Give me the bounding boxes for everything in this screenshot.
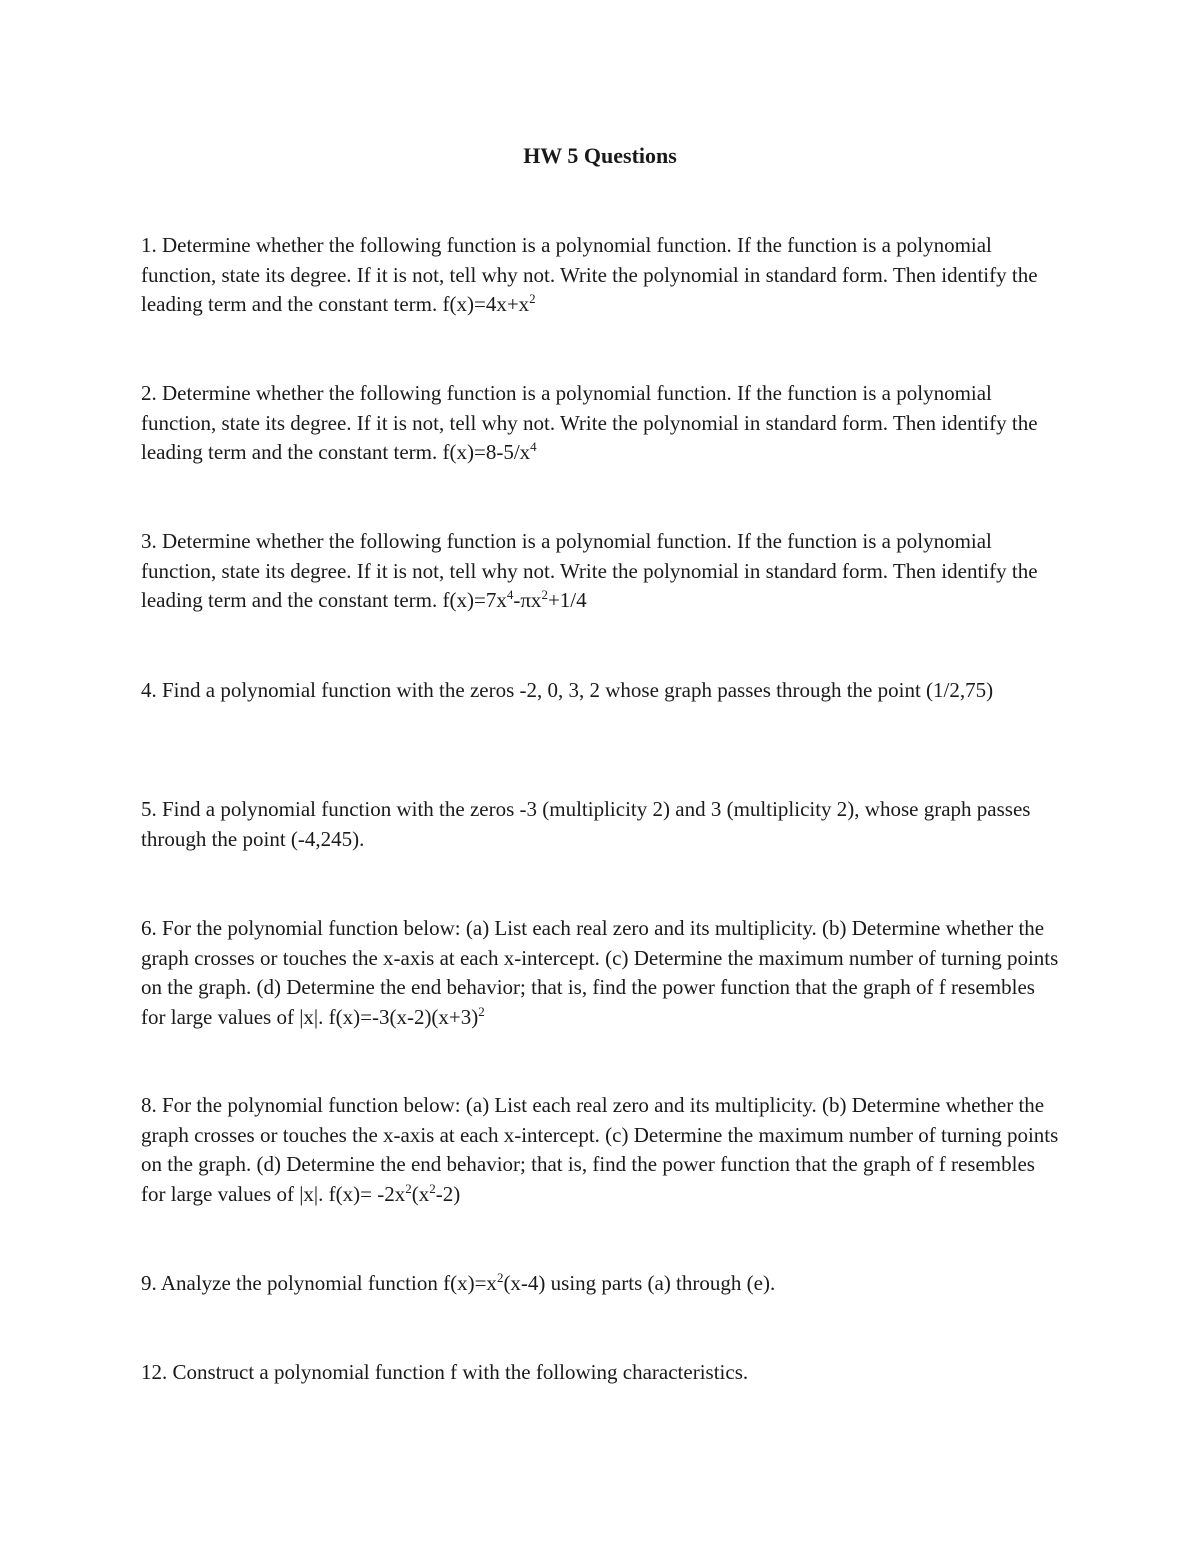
- document-title: HW 5 Questions: [523, 143, 677, 168]
- formula-part: f(x)=8-5/x: [442, 440, 531, 465]
- question-text: 1. Determine whether the following function is a polynomial function. If the function is a polynomial function, state its degree. If it is not, tell why not. Write the polynomial in standard form. Then identify the leading term and the constant term.: [141, 233, 1038, 317]
- question-4: [141, 676, 1061, 706]
- formula-exponent: 4: [506, 587, 514, 603]
- question-text: 9. Analyze the polynomial function: [141, 1271, 444, 1295]
- question-3: [141, 527, 1061, 616]
- formula-exponent: 2: [496, 1270, 504, 1285]
- formula-part: (x: [411, 1182, 430, 1207]
- question-5: [141, 795, 1061, 854]
- question-text: 5. Find a polynomial function with the zeros -3 (multiplicity 2) and 3 (multiplicity 2), whose graph passes through the point (-4,245).: [141, 797, 1031, 851]
- formula-exponent: 2: [478, 1004, 485, 1020]
- question-text-tail: using parts (a) through (e).: [545, 1271, 776, 1295]
- formula-exponent: 2: [405, 1181, 412, 1197]
- question-12: [141, 1358, 1061, 1388]
- formula-exponent: 2: [529, 291, 536, 307]
- formula-part: (x-4): [503, 1271, 546, 1295]
- question-6: [141, 914, 1061, 1033]
- formula-part: +1/4: [547, 588, 587, 613]
- formula-part: f(x)=-3(x-2)(x+3): [328, 1005, 479, 1030]
- question-formula: [443, 440, 537, 464]
- question-text: 12. Construct a polynomial function f with the following characteristics.: [141, 1360, 749, 1384]
- question-formula: [443, 588, 587, 612]
- formula-part: f(x)= -2x: [328, 1182, 406, 1207]
- question-formula: [443, 292, 536, 316]
- question-formula: [329, 1182, 461, 1206]
- question-formula: [443, 1271, 545, 1295]
- formula-part: -2): [435, 1182, 461, 1207]
- question-text: 4. Find a polynomial function with the zeros -2, 0, 3, 2 whose graph passes through the point (1/2,75): [141, 678, 994, 702]
- formula-exponent: 2: [429, 1181, 436, 1197]
- formula-part: f(x)=4x+x: [442, 292, 530, 317]
- formula-part: f(x)=7x: [442, 588, 507, 613]
- question-2: [141, 379, 1061, 468]
- question-1: [141, 231, 1061, 320]
- question-text: 2. Determine whether the following function is a polynomial function. If the function is a polynomial function, state its degree. If it is not, tell why not. Write the polynomial in standard form. Then identify the leading term and the constant term.: [141, 381, 1038, 465]
- formula-part: -πx: [513, 588, 542, 613]
- question-8: [141, 1091, 1061, 1210]
- formula-exponent: 4: [530, 439, 537, 455]
- formula-part: f(x)=x: [443, 1271, 497, 1295]
- question-text: 6. For the polynomial function below: (a) List each real zero and its multiplicity. (b) Determine whether the graph crosses or touches the x-axis at each x-intercept. (c) Determine the maximum number of turning points on the graph. (d) Determine the end behavior; that is, find the power function that the graph of f resembles for large values of |x|.: [141, 916, 1059, 1030]
- question-text: 3. Determine whether the following function is a polynomial function. If the function is a polynomial function, state its degree. If it is not, tell why not. Write the polynomial in standard form. Then identify the leading term and the constant term.: [141, 529, 1038, 613]
- question-formula: [329, 1005, 485, 1029]
- question-9: [141, 1269, 1061, 1299]
- formula-exponent: 2: [541, 587, 548, 603]
- question-text: 8. For the polynomial function below: (a) List each real zero and its multiplicity. (b) Determine whether the graph crosses or touches the x-axis at each x-intercept. (c) Determine the maximum number of turning points on the graph. (d) Determine the end behavior; that is, find the power function that the graph of f resembles for large values of |x|.: [141, 1093, 1059, 1207]
